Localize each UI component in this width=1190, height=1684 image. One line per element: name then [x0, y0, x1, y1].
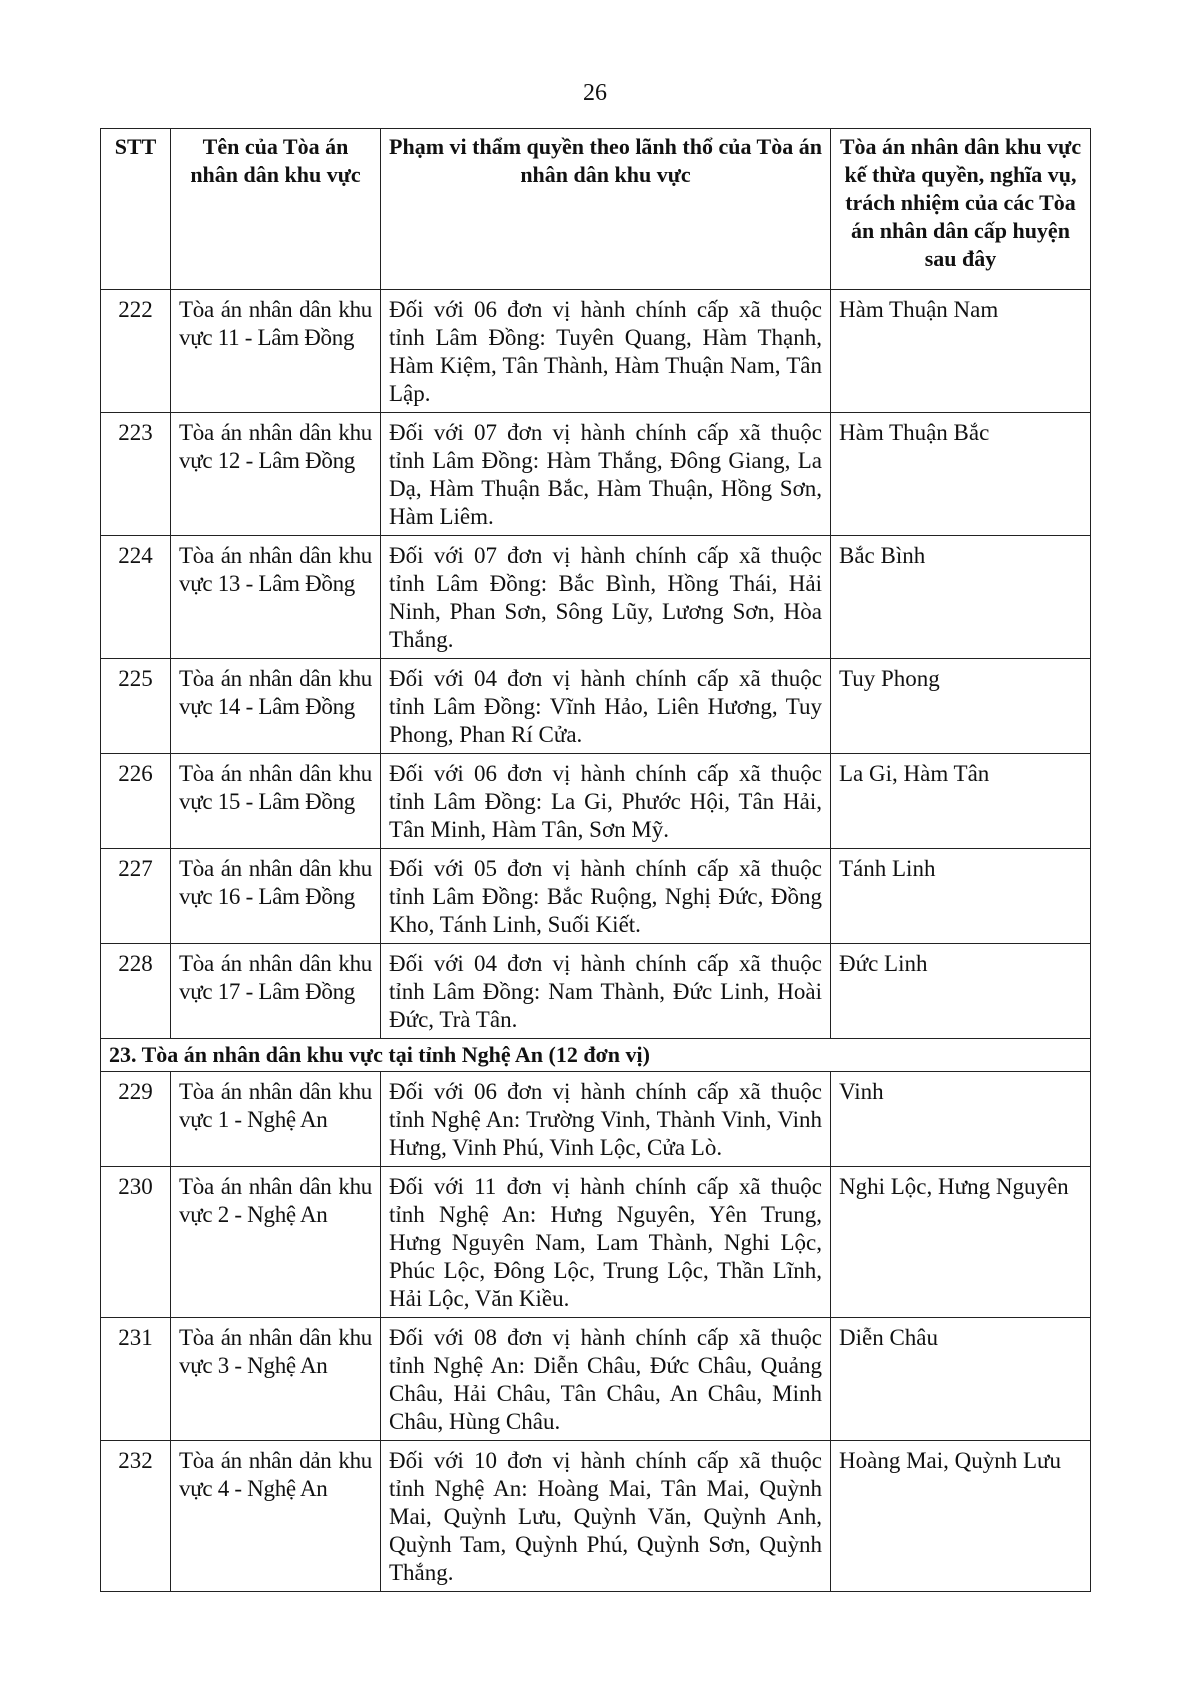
table-row [101, 659, 1091, 754]
row-court-name: Tòa án nhân dân khu vực 12 - Lâm Đồng [171, 413, 381, 536]
table-row [101, 1318, 1091, 1441]
row-court-name: Tòa án nhân dân khu vực 14 - Lâm Đồng [171, 659, 381, 754]
row-court-name: Tòa án nhân dân khu vực 15 - Lâm Đồng [171, 754, 381, 849]
table-row [101, 536, 1091, 659]
table-row [101, 1167, 1091, 1318]
section-row [101, 1039, 1091, 1072]
row-stt: 232 [101, 1441, 171, 1592]
row-scope: Đối với 04 đơn vị hành chính cấp xã thuộc tỉnh Lâm Đồng: Vĩnh Hảo, Liên Hương, Tuy Phong, Phan Rí Cửa. [381, 659, 831, 754]
table-row [101, 1072, 1091, 1167]
row-scope: Đối với 06 đơn vị hành chính cấp xã thuộc tỉnh Lâm Đồng: La Gi, Phước Hội, Tân Hải, Tân Minh, Hàm Tân, Sơn Mỹ. [381, 754, 831, 849]
row-scope: Đối với 04 đơn vị hành chính cấp xã thuộc tỉnh Lâm Đồng: Nam Thành, Đức Linh, Hoài Đức, Trà Tân. [381, 944, 831, 1039]
row-scope: Đối với 07 đơn vị hành chính cấp xã thuộc tỉnh Lâm Đồng: Bắc Bình, Hồng Thái, Hải Ninh, Phan Sơn, Sông Lũy, Lương Sơn, Hòa Thắng. [381, 536, 831, 659]
row-inherit: Vinh [831, 1072, 1091, 1167]
header-stt: STT [101, 129, 171, 290]
row-court-name: Tòa án nhân dân khu vực 3 - Nghệ An [171, 1318, 381, 1441]
row-inherit: Diễn Châu [831, 1318, 1091, 1441]
header-court-name: Tên của Tòa án nhân dân khu vực [171, 129, 381, 290]
row-scope: Đối với 10 đơn vị hành chính cấp xã thuộc tỉnh Nghệ An: Hoàng Mai, Tân Mai, Quỳnh Mai, Quỳnh Lưu, Quỳnh Văn, Quỳnh Anh, Quỳnh Tam, Quỳnh Phú, Quỳnh Sơn, Quỳnh Thắng. [381, 1441, 831, 1592]
row-inherit: Tuy Phong [831, 659, 1091, 754]
row-scope: Đối với 11 đơn vị hành chính cấp xã thuộc tỉnh Nghệ An: Hưng Nguyên, Yên Trung, Hưng Nguyên Nam, Lam Thành, Nghi Lộc, Phúc Lộc, Đông Lộc, Trung Lộc, Thần Lĩnh, Hải Lộc, Văn Kiều. [381, 1167, 831, 1318]
row-stt: 231 [101, 1318, 171, 1441]
section-title: 23. Tòa án nhân dân khu vực tại tỉnh Nghệ An (12 đơn vị) [101, 1039, 1091, 1072]
row-inherit: La Gi, Hàm Tân [831, 754, 1091, 849]
table-row [101, 290, 1091, 413]
row-inherit: Đức Linh [831, 944, 1091, 1039]
row-stt: 229 [101, 1072, 171, 1167]
row-court-name: Tòa án nhân dân khu vực 13 - Lâm Đồng [171, 536, 381, 659]
table-row [101, 944, 1091, 1039]
row-court-name: Tòa án nhân dân khu vực 17 - Lâm Đồng [171, 944, 381, 1039]
page-number: 26 [583, 80, 607, 106]
row-inherit: Bắc Bình [831, 536, 1091, 659]
table-row [101, 1441, 1091, 1592]
row-stt: 228 [101, 944, 171, 1039]
row-stt: 226 [101, 754, 171, 849]
row-court-name: Tòa án nhân dân khu vực 11 - Lâm Đồng [171, 290, 381, 413]
row-stt: 222 [101, 290, 171, 413]
row-court-name: Tòa án nhân dân khu vực 2 - Nghệ An [171, 1167, 381, 1318]
header-scope: Phạm vi thẩm quyền theo lãnh thổ của Tòa án nhân dân khu vực [381, 129, 831, 290]
row-scope: Đối với 06 đơn vị hành chính cấp xã thuộc tỉnh Lâm Đồng: Tuyên Quang, Hàm Thạnh, Hàm Kiệm, Tân Thành, Hàm Thuận Nam, Tân Lập. [381, 290, 831, 413]
row-inherit: Hoàng Mai, Quỳnh Lưu [831, 1441, 1091, 1592]
row-court-name: Tòa án nhân dân khu vực 16 - Lâm Đồng [171, 849, 381, 944]
row-stt: 225 [101, 659, 171, 754]
row-inherit: Nghi Lộc, Hưng Nguyên [831, 1167, 1091, 1318]
table-row [101, 413, 1091, 536]
row-inherit: Tánh Linh [831, 849, 1091, 944]
table-header-row [101, 129, 1091, 290]
row-inherit: Hàm Thuận Bắc [831, 413, 1091, 536]
row-scope: Đối với 08 đơn vị hành chính cấp xã thuộc tỉnh Nghệ An: Diễn Châu, Đức Châu, Quảng Châu, Hải Châu, Tân Châu, An Châu, Minh Châu, Hùng Châu. [381, 1318, 831, 1441]
row-stt: 230 [101, 1167, 171, 1318]
table-row [101, 849, 1091, 944]
row-scope: Đối với 05 đơn vị hành chính cấp xã thuộc tỉnh Lâm Đồng: Bắc Ruộng, Nghị Đức, Đồng Kho, Tánh Linh, Suối Kiết. [381, 849, 831, 944]
header-inherit: Tòa án nhân dân khu vực kế thừa quyền, nghĩa vụ, trách nhiệm của các Tòa án nhân dân cấp huyện sau đây [831, 129, 1091, 290]
row-inherit: Hàm Thuận Nam [831, 290, 1091, 413]
row-stt: 224 [101, 536, 171, 659]
table-row [101, 754, 1091, 849]
row-scope: Đối với 06 đơn vị hành chính cấp xã thuộc tỉnh Nghệ An: Trường Vinh, Thành Vinh, Vinh Hưng, Vinh Phú, Vinh Lộc, Cửa Lò. [381, 1072, 831, 1167]
row-stt: 227 [101, 849, 171, 944]
row-scope: Đối với 07 đơn vị hành chính cấp xã thuộc tỉnh Lâm Đồng: Hàm Thắng, Đông Giang, La Dạ, Hàm Thuận Bắc, Hàm Thuận, Hồng Sơn, Hàm Liêm. [381, 413, 831, 536]
row-stt: 223 [101, 413, 171, 536]
court-jurisdiction-table [100, 128, 1091, 1592]
row-court-name: Tòa án nhân dản khu vực 4 - Nghệ An [171, 1441, 381, 1592]
row-court-name: Tòa án nhân dân khu vực 1 - Nghệ An [171, 1072, 381, 1167]
